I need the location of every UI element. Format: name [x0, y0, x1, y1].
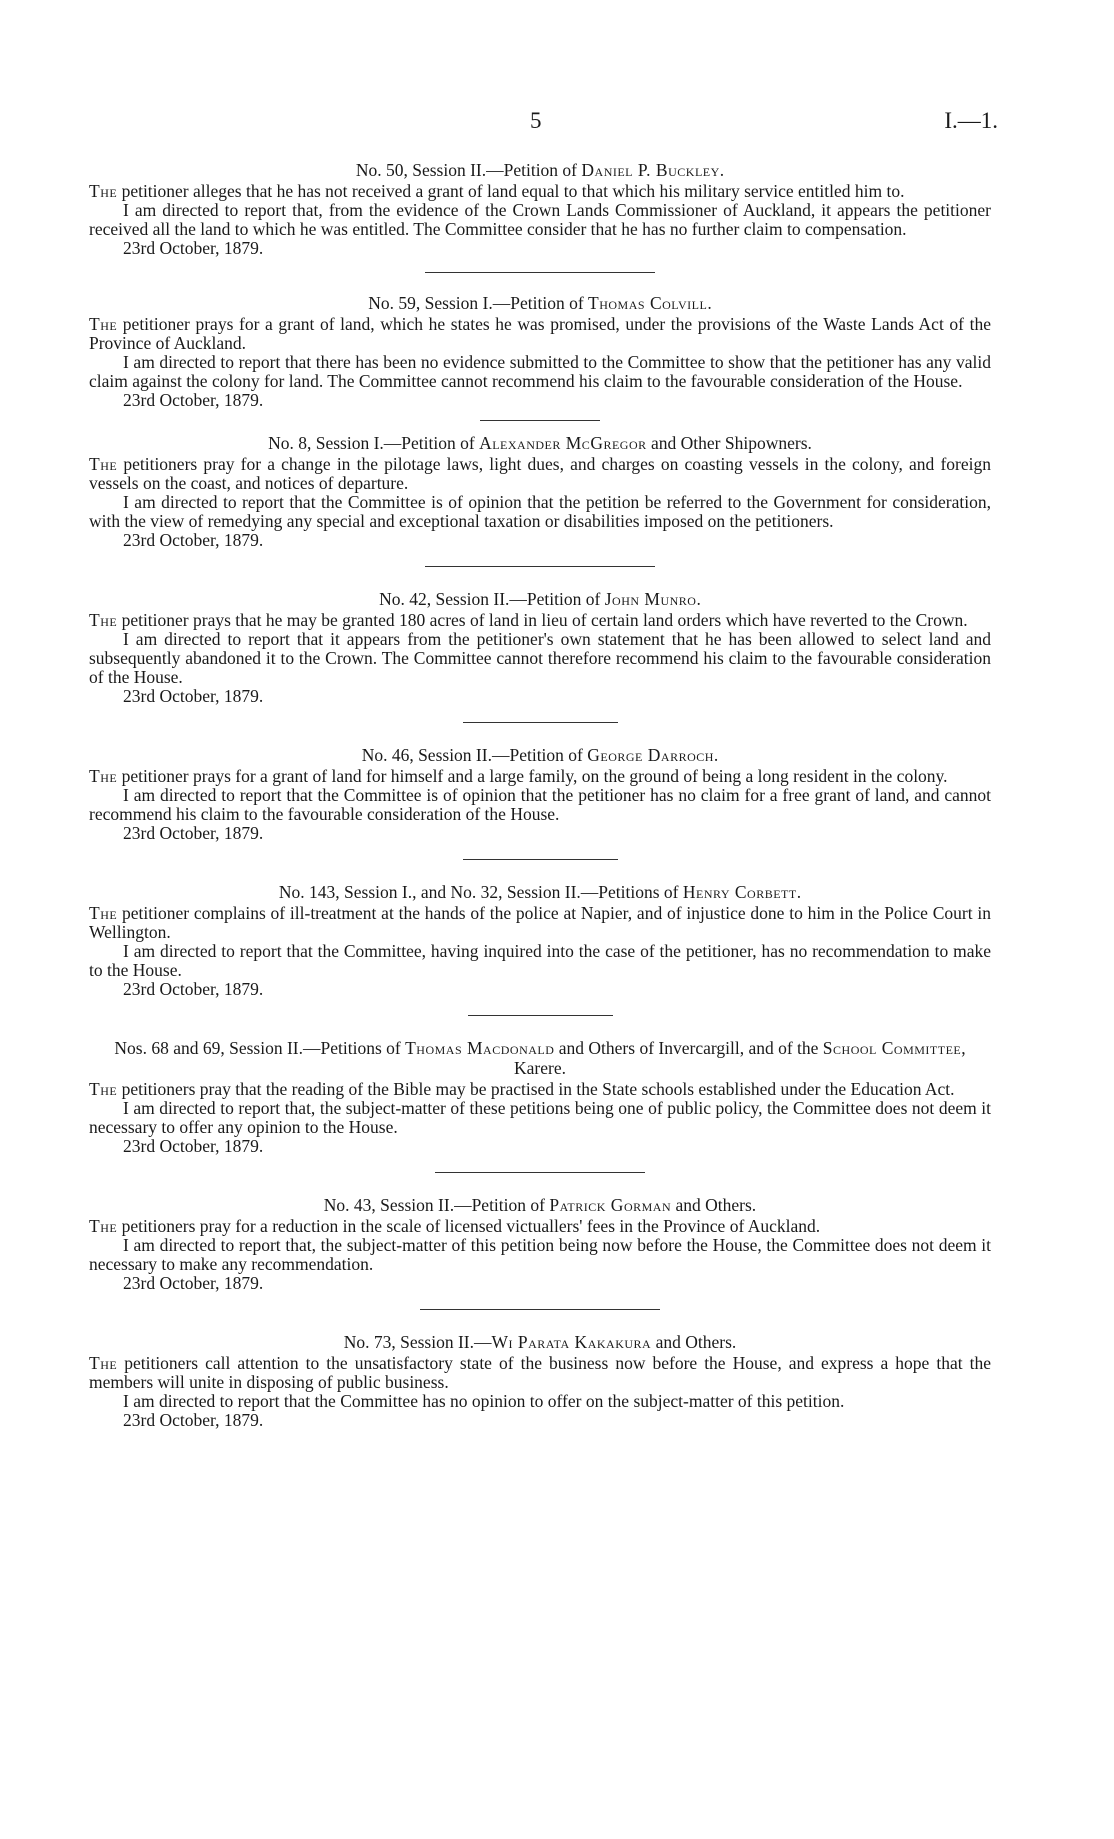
petitions-list	[89, 160, 991, 1430]
committee-report: I am directed to report that, the subject-matter of these petitions being one of public policy, the Committee does not deem it necessary to offer any opinion to the House.	[89, 1098, 991, 1137]
petition-section	[89, 589, 991, 706]
petition-prayer: The petitioner alleges that he has not received a grant of land equal to that which his military service entitled him to.	[89, 181, 905, 201]
petition-section	[89, 160, 991, 258]
petition-section	[89, 1332, 991, 1430]
petition-prayer: The petitioners pray for a reduction in the scale of licensed victuallers' fees in the Province of Auckland.	[89, 1216, 821, 1236]
petition-prayer: The petitioners pray for a change in the pilotage laws, light dues, and charges on coasting vessels in the colony, and foreign vessels on the coast, and notices of departure.	[89, 454, 991, 493]
petition-section	[89, 293, 991, 410]
section-divider	[425, 272, 655, 273]
committee-report: I am directed to report that the Committee is of opinion that the petitioner has no claim for a free grant of land, and cannot recommend his claim to the favourable consideration of the House.	[89, 785, 991, 824]
report-date: 23rd October, 1879.	[123, 1136, 264, 1156]
committee-report: I am directed to report that the Committee is of opinion that the petition be referred to the Government for consideration, with the view of remedying any special and exceptional taxation or disabilities imposed on the petitioners.	[89, 492, 991, 531]
petitioner-name: Daniel P. Buckley	[581, 160, 720, 180]
petition-prayer: The petitioner complains of ill-treatment at the hands of the police at Napier, and of injustice done to him in the Police Court in Wellington.	[89, 903, 991, 942]
document-reference: I.—1.	[944, 108, 998, 133]
petition-title: No. 8, Session I.—Petition of Alexander McGregor and Other Shipowners.	[268, 433, 812, 453]
petitioner-name: Thomas Macdonald	[405, 1038, 555, 1058]
petition-section	[89, 882, 991, 999]
committee-report: I am directed to report that it appears from the petitioner's own statement that he has been allowed to select land and subsequently abandoned it to the Crown. The Committee cannot therefore recommend his claim to the favourable consideration of the House.	[89, 629, 991, 687]
report-date: 23rd October, 1879.	[123, 238, 264, 258]
petition-title: No. 42, Session II.—Petition of John Munro.	[379, 589, 701, 609]
report-date: 23rd October, 1879.	[123, 686, 264, 706]
petition-section	[89, 433, 991, 550]
petition-prayer: The petitioner prays that he may be granted 180 acres of land in lieu of certain land orders which have reverted to the Crown.	[89, 610, 968, 630]
petitioner-name: Thomas Colvill	[588, 293, 708, 313]
petition-title: No. 50, Session II.—Petition of Daniel P. Buckley.	[355, 160, 725, 180]
committee-report: I am directed to report that there has been no evidence submitted to the Committee to show that the petitioner has any valid claim against the colony for land. The Committee cannot recommend his claim to the favourable consideration of the House.	[89, 352, 991, 391]
petitioner-name: Alexander McGregor	[479, 433, 647, 453]
petition-prayer: The petitioner prays for a grant of land for himself and a large family, on the ground of being a long resident in the colony.	[89, 766, 948, 786]
page-number: 5	[530, 108, 542, 133]
report-date: 23rd October, 1879.	[123, 530, 264, 550]
petition-title: No. 43, Session II.—Petition of Patrick Gorman and Others.	[323, 1195, 757, 1215]
section-divider	[480, 420, 600, 421]
committee-report: I am directed to report that, from the evidence of the Crown Lands Commissioner of Auckland, it appears the petitioner received all the land to which he was entitled. The Committee consider that he has no further claim to compensation.	[89, 200, 991, 239]
petitioner-name: John Munro	[604, 589, 697, 609]
petition-section	[89, 1195, 991, 1293]
petition-section	[89, 1038, 991, 1156]
petition-title: No. 143, Session I., and No. 32, Session II.—Petitions of Henry Corbett.	[278, 882, 802, 902]
report-date: 23rd October, 1879.	[123, 390, 264, 410]
petition-prayer: The petitioners call attention to the unsatisfactory state of the business now before the House, and express a hope that the members will unite in disposing of public business.	[89, 1353, 991, 1392]
petition-title: No. 73, Session II.—Wi Parata Kakakura and Others.	[343, 1332, 737, 1352]
petitioner-name: Henry Corbett	[682, 882, 797, 902]
report-date: 23rd October, 1879.	[123, 979, 264, 999]
section-divider	[463, 859, 618, 860]
report-date: 23rd October, 1879.	[123, 823, 264, 843]
petition-title: Nos. 68 and 69, Session II.—Petitions of Thomas Macdonald and Others of Invercargill, and of the School Committee, Karere.	[114, 1038, 966, 1078]
committee-report: I am directed to report that the Committee has no opinion to offer on the subject-matter of this petition.	[123, 1391, 845, 1411]
report-date: 23rd October, 1879.	[123, 1410, 264, 1430]
committee-report: I am directed to report that, the subject-matter of this petition being now before the House, the Committee does not deem it necessary to make any recommendation.	[89, 1235, 991, 1274]
petitioner-name: George Darroch	[587, 745, 714, 765]
section-divider	[425, 566, 655, 567]
section-divider	[463, 722, 618, 723]
section-divider	[420, 1309, 660, 1310]
section-divider	[468, 1015, 613, 1016]
petition-section	[89, 745, 991, 843]
petition-title: No. 59, Session I.—Petition of Thomas Colvill.	[368, 293, 712, 313]
petition-title: No. 46, Session II.—Petition of George Darroch.	[361, 745, 719, 765]
report-date: 23rd October, 1879.	[123, 1273, 264, 1293]
petition-prayer: The petitioner prays for a grant of land, which he states he was promised, under the provisions of the Waste Lands Act of the Province of Auckland.	[89, 314, 991, 353]
petitioner-name: School Committee	[822, 1038, 962, 1058]
petitioner-name: Wi Parata Kakakura	[491, 1332, 652, 1352]
section-divider	[435, 1172, 645, 1173]
petition-prayer: The petitioners pray that the reading of the Bible may be practised in the State schools established under the Education Act.	[89, 1079, 955, 1099]
page-header	[0, 108, 1114, 138]
petitioner-name: Patrick Gorman	[549, 1195, 672, 1215]
committee-report: I am directed to report that the Committee, having inquired into the case of the petitioner, has no recommendation to make to the House.	[89, 941, 991, 980]
